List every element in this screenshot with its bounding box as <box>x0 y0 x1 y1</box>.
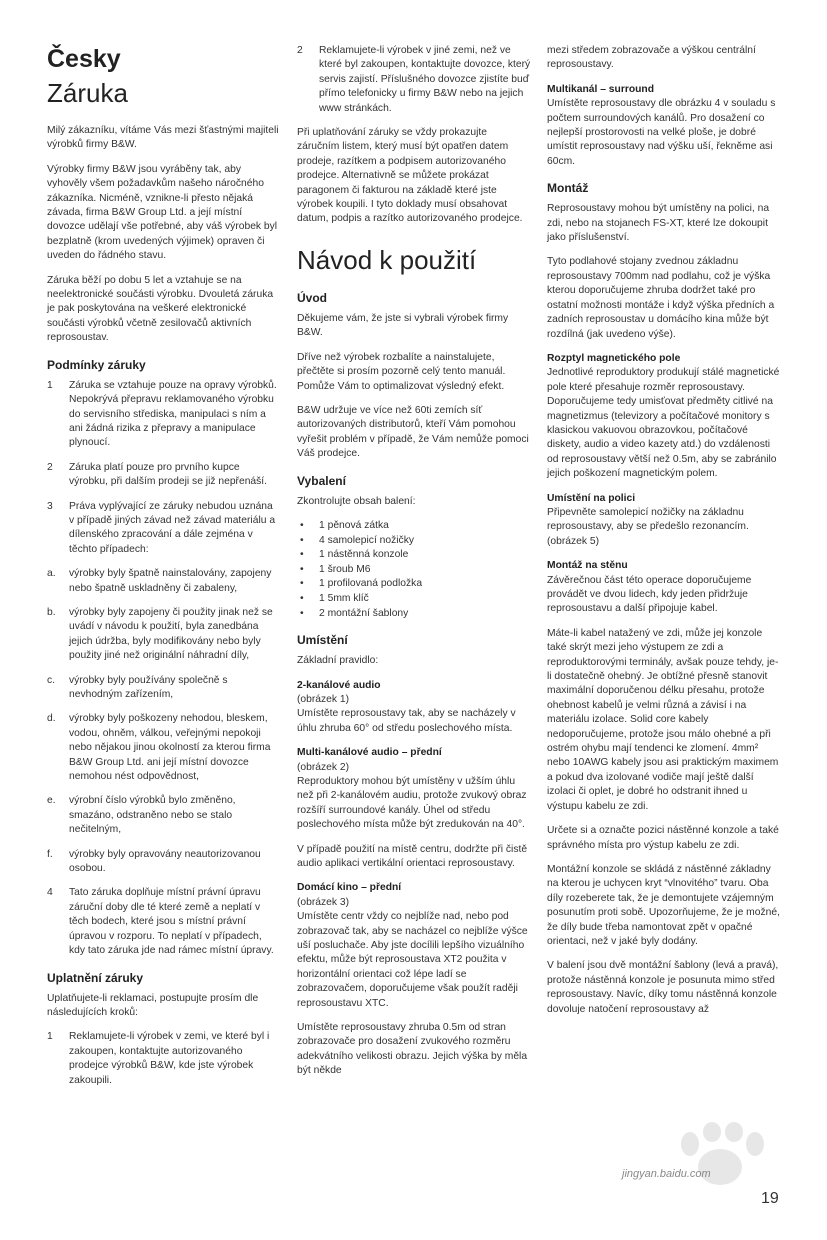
list-item: • 1 šroub M6 <box>297 563 531 578</box>
subheading: Montáž na stěnu <box>547 560 628 572</box>
page-number: 19 <box>761 1190 779 1207</box>
list-item: • 1 profilovaná podložka <box>297 577 531 592</box>
paragraph: Máte-li kabel natažený ve zdi, může jej konzole také skrýt mezi jeho výstupem ze zdi a reproduktorovými terminály, avšak pouze tehdy, je-li dostatečně ohebný. Je obtížné přesně stanovit maximální doporučenou délku přesahu, protože ohebnost kabelů je velmi různá a závisí i na materiálu izolace. Solid core kabely nedoporučujeme, protože jsou málo ohebné a při ostrém ohybu mají tendenci ke zlomení. 4mm² nebo 10AWG kabely jsou asi praktickým maximem a pokud dva izolované vodiče mají ještě další izolaci či oplet, je dobré ho odstranit ihned u výstupu kabelu ze zdi. <box>547 627 779 812</box>
paragraph-proof: Při uplatňování záruky se vždy prokazujte záručním listem, který musí být opatřen datem prodeje, razítkem a podpisem autorizovaného prodejce. Alternativně se můžete prokázat paragonem či fakturou na základě které jste výrobek koupili. I tyto doklady musí obsahovat datum, podpis a razítko autorizovaného prodejce. <box>297 127 523 225</box>
list-item: f. výrobky byly opravovány neautorizovanou osobou. <box>47 848 261 875</box>
list-item: • 2 montážní šablony <box>297 607 531 622</box>
paragraph: 2-kanálové audio (obrázek 1) Umístěte reprosoustavy tak, aby se nacházely v úhlu zhruba 60° od středu poslechového místa. <box>297 679 531 737</box>
column-3 <box>547 44 781 1027</box>
contents-list <box>297 519 531 621</box>
paragraph: Dříve než výrobek rozbalíte a nainstalujete, přečtěte si prosím pozorně celý tento manuál. Pomůže Vám to optimalizovat výsledný efekt. <box>297 351 506 392</box>
paragraph: Umístění na polici Připevněte samolepicí nožičky na základnu reprosoustavy, aby se předešlo rezonancím. (obrázek 5) <box>547 492 781 550</box>
paragraph-welcome: Milý zákazníku, vítáme Vás mezi šťastnými majiteli výrobků firmy B&W. <box>47 125 279 151</box>
list-item: • 4 samolepicí nožičky <box>297 534 531 549</box>
list-item: d. výrobky byly poškozeny nehodou, bleskem, vodou, ohněm, válkou, veřejnými nepokoji nebo nějakou jinou okolností za kterou firma B&W Group Ltd. ani její místní dovozce nemohou nést odpovědnost, <box>47 713 271 783</box>
baidu-paw-watermark-icon <box>660 1122 780 1192</box>
list-item: 1 Záruka se vztahuje pouze na opravy výrobků. Nepokrývá přepravu reklamovaného výrobku do servisního střediska, manipulaci s ním a ani žádná rizika z přepravy a manipulace plynoucí. <box>47 379 277 449</box>
paragraph: Multi-kanálové audio – přední (obrázek 2) Reproduktory mohou být umístěny v užším úhlu než při 2-kanálovém audiu, protože zvukový obraz rozšíří surroundové kanály. Úhel od středu poslechového místa může být zredukován na 40°. <box>297 746 531 832</box>
manual-title: Návod k použití <box>297 244 477 275</box>
conditions-list <box>47 379 279 959</box>
subheading: Multikanál – surround <box>547 83 654 95</box>
column-1 <box>47 44 279 1098</box>
paragraph: Určete si a označte pozici nástěnné konzole a také správného místa pro výstup kabelu ze zdi. <box>547 825 779 851</box>
paragraph: B&W udržuje ve více než 60ti zemích síť autorizovaných distributorů, kteří Vám pomohou vyřešit problém v případě, že Vám nemůže pomoci Váš prodejce. <box>297 404 529 460</box>
list-item: e. výrobní číslo výrobků bylo změněno, smazáno, odstraněno nebo se stalo nečitelným, <box>47 795 236 836</box>
paragraph-duration: Záruka běží po dobu 5 let a vztahuje se na neelektronické součásti výrobku. Dvouletá záruka je pak poskytována na veškeré elektronické součásti výrobků včetně zesilovačů aktivních reprosoustav. <box>47 274 274 344</box>
heading-mounting: Montáž <box>547 181 589 196</box>
paragraph: Tyto podlahové stojany zvednou základnu reprosoustavy 700mm nad podlahu, což je výška kterou doporučujeme zhruba dodržet také pro ostatní možnosti montáže i když výška předních a zadních reprosoustav u domácího kina může být rozdílná (jak uvedeno výše). <box>547 256 775 340</box>
paragraph: Domácí kino – přední (obrázek 3) Umístěte centr vždy co nejblíže nad, nebo pod zobrazovač tak, aby se nacházel co nejblíže výšce uší posluchače. Aby jste docílili lepšího vizuálního efektu, může být reprosoustava XT2 použita v horizontální orientaci což lépe ladí se zobrazovačem, doporučujeme však použít raději reprosoustavu XTC. <box>297 881 531 1011</box>
heading-claims: Uplatnění záruky <box>47 970 144 985</box>
list-item: 1 Reklamujete-li výrobek v zemi, ve které byl i zakoupen, kontaktujte autorizovaného prodejce výrobků B&W, kde jste výrobek zakoupili. <box>47 1031 270 1086</box>
list-item: • 1 5mm klíč <box>297 592 531 607</box>
column-2 <box>297 44 531 1089</box>
paragraph: mezi středem zobrazovače a výškou centrální reprosoustavy. <box>547 45 756 71</box>
list-item: a. výrobky byly špatně nainstalovány, zapojeny nebo špatně uskladněny či zabaleny, <box>47 568 272 594</box>
paragraph: Zkontrolujte obsah balení: <box>297 495 416 507</box>
heading-unpacking: Vybalení <box>297 473 346 488</box>
subheading: 2-kanálové audio <box>297 679 381 691</box>
subheading: Domácí kino – přední <box>297 882 402 894</box>
paragraph: V balení jsou dvě montážní šablony (levá a pravá), protože nástěnná konzole je posunuta mimo střed reprosoustavy. Navíc, díky tomu nástěnná konzole dovoluje natočení reprosoustavy až <box>547 960 779 1015</box>
watermark-text: jingyan.baidu.com <box>622 1168 711 1180</box>
language-heading: Česky <box>47 45 121 73</box>
list-item: c. výrobky byly používány společně s nevhodným zařízením, <box>47 674 228 700</box>
claims-list-continued <box>297 44 531 116</box>
list-item: 4 Tato záruka doplňuje místní právní úpravu záruční doby dle té které země a neplatí v těch bodech, které jsou s místní právní úpravou v rozporu. To neplatí v případech, kdy tato záruka jde nad rámec místní úpravy. <box>47 887 274 957</box>
subheading: Rozptyl magnetického pole <box>547 352 681 364</box>
heading-placement: Umístění <box>297 633 348 648</box>
heading-conditions: Podmínky záruky <box>47 357 146 372</box>
claims-list <box>47 1030 279 1088</box>
paragraph: Montážní konzole se skládá z nástěnné základny na kterou je uchycen kryt “vlnovitého” tvaru. Oba díly rozeberete tak, že je demontujete vzájemným posunutím proti sobě. Upozorňujeme, že je možné, že díly bude třeba namontovat zpět v opačné orientaci, než v jaké byly dodány. <box>547 863 780 947</box>
paragraph: Základní pravidlo: <box>297 655 379 667</box>
list-item: 3 Práva vyplývající ze záruky nebudou uznána v případě jiných závad než závad materiálu a dílenského zpracování a dále zejména v těchto případech: <box>47 500 276 555</box>
paragraph: Umístěte reprosoustavy zhruba 0.5m od stran zobrazovače pro dosažení zvukového rozměru adekvátního velikosti obrazu. Jejich výška by měla být někde <box>297 1022 528 1077</box>
list-item: 2 Reklamujete-li výrobek v jiné zemi, než ve které byl zakoupen, kontaktujte dovozce, který servis zajistí. Příslušného dovozce zjistíte buď přímo telefonicky u firmy B&W nebo na jejich www stránkách. <box>297 45 531 114</box>
paragraph-intro: Výrobky firmy B&W jsou vyráběny tak, aby vyhověly všem požadavkům našeho náročného zákazníka. Nicméně, vznikne-li přesto nějaká závada, firma B&W Group Ltd. a její místní dovozce udělají vše potřebné, aby váš výrobek byl bezplatně (krom uvedených výjimek) opraven či uveden do řádného stavu. <box>47 163 278 262</box>
list-item: • 1 nástěnná konzole <box>297 548 531 563</box>
paragraph: Reprosoustavy mohou být umístěny na polici, na zdi, nebo na stojanech FS-XT, které lze dokoupit jako příslušenství. <box>547 203 770 244</box>
list-item: 2 Záruka platí pouze pro prvního kupce výrobku, při dalším prodeji se již nepřenáší. <box>47 461 268 488</box>
subheading: Umístění na polici <box>547 492 636 504</box>
warranty-title: Záruka <box>47 78 128 108</box>
list-item: • 1 pěnová zátka <box>297 519 531 534</box>
paragraph: Montáž na stěnu Závěrečnou část této operace doporučujeme provádět ve dvou lidech, kdy jeden přidržuje reprosoustavu a další připojuje kabel. <box>547 559 781 617</box>
paragraph: V případě použití na místě centru, dodržte při čistě audio aplikaci vertikální orientaci reprosoustavy. <box>297 843 528 869</box>
paragraph: Rozptyl magnetického pole Jednotlivé reproduktory produkují stálé magnetické pole které přesahuje rozměr reprosoustavy. Doporučujeme tedy umisťovat předměty citlivé na magnetizmus (televizory a počítačové monitory s klasickou vakuovou obrazovkou, počítačové diskety, audio a video kazety atd.) do vzdálenosti od reprosoustavy větší než 0.5m, aby se zabránilo jejich poškození magnetickým polem. <box>547 352 780 480</box>
list-item: b. výrobky byly zapojeny či použity jinak než se uvádí v návodu k použití, byla zanedbána jejich údržba, byly modifikovány nebo byly použity jiné než originální náhradní díly, <box>47 606 273 662</box>
paragraph-claims-intro: Uplatňujete-li reklamaci, postupujte prosím dle následujících kroků: <box>47 992 259 1018</box>
paragraph: Multikanál – surround Umístěte reprosoustavy dle obrázku 4 v souladu s počtem surroundových kanálů. Pro dosažení co nejlepší prostorovosti na velké ploše, je dobré umístit reprosoustavy nad výšku uší, řekněme asi 60cm. <box>547 83 781 169</box>
heading-intro: Úvod <box>297 290 327 305</box>
paragraph: Děkujeme vám, že jste si vybrali výrobek firmy B&W. <box>297 312 509 339</box>
subheading: Multi-kanálové audio – přední <box>297 747 442 759</box>
